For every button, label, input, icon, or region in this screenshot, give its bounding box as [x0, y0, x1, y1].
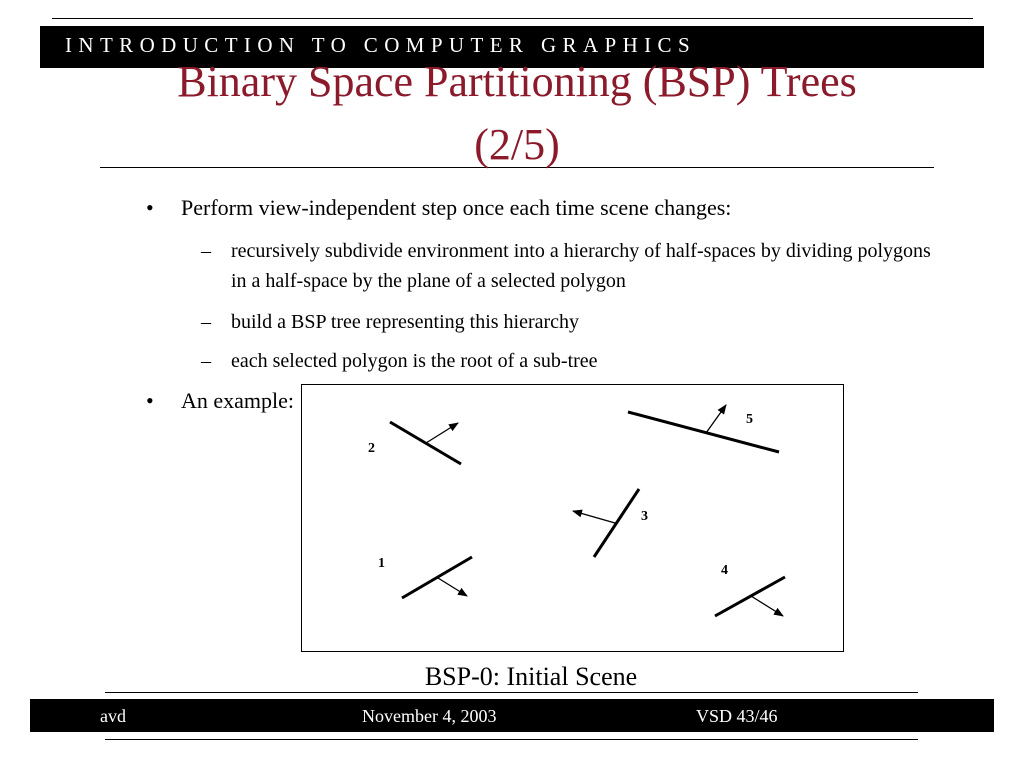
sub-bullet-text: build a BSP tree representing this hierarchy — [231, 311, 580, 333]
footer-author: avd — [100, 706, 126, 726]
polygon-1-label: 1 — [378, 556, 385, 571]
polygon-2 — [368, 422, 461, 464]
slide-title-line-2: (2/5) — [474, 120, 560, 169]
bullet-marker: • — [146, 195, 154, 220]
bullet-text: An example: — [181, 388, 295, 413]
polygon-4-label: 4 — [721, 563, 728, 578]
polygon-5-normal-arrow — [706, 405, 726, 433]
sub-bullet-item — [201, 346, 598, 376]
bullet-text: Perform view-independent step once each time scene changes: — [181, 195, 732, 220]
footer-band — [30, 699, 994, 732]
polygon-3-label: 3 — [641, 509, 648, 524]
sub-bullet-item — [201, 307, 580, 337]
polygon-5 — [628, 405, 779, 452]
footer-rule-bottom — [105, 739, 918, 740]
sub-bullet-text: each selected polygon is the root of a sub-tree — [231, 350, 598, 372]
dash-marker: – — [201, 240, 211, 262]
polygon-5-label: 5 — [746, 412, 753, 427]
polygon-1 — [378, 556, 472, 598]
bsp-scene-figure — [301, 384, 844, 652]
polygon-3 — [573, 489, 648, 557]
bullet-item — [146, 388, 295, 414]
polygon-4 — [715, 563, 785, 616]
top-rule — [52, 18, 973, 19]
sub-bullet-item — [201, 236, 951, 296]
polygon-3-normal-arrow — [573, 511, 615, 523]
polygon-1-normal-arrow — [438, 578, 467, 596]
slide-title — [100, 50, 934, 176]
figure-caption: BSP-0: Initial Scene — [424, 662, 638, 691]
polygon-2-normal-arrow — [426, 423, 458, 443]
bullet-item — [146, 195, 732, 221]
sub-bullet-text: recursively subdivide environment into a hierarchy of half-spaces by dividing polygons in a half-space by the plane of a selected polygon — [231, 240, 931, 292]
polygon-4-normal-arrow — [751, 596, 783, 616]
polygon-2-label: 2 — [368, 441, 375, 456]
footer-date: November 4, 2003 — [362, 706, 497, 726]
course-header: INTRODUCTION TO COMPUTER GRAPHICS — [65, 33, 697, 57]
dash-marker: – — [201, 311, 211, 333]
footer-rule-top — [105, 692, 918, 693]
bullet-marker: • — [146, 388, 154, 413]
bsp-scene-diagram — [302, 385, 843, 651]
polygon-3-edge — [594, 489, 639, 557]
slide-title-line-1: Binary Space Partitioning (BSP) Trees — [177, 57, 857, 106]
polygon-5-edge — [628, 412, 779, 452]
footer-page-number: VSD 43/46 — [696, 706, 778, 726]
dash-marker: – — [201, 350, 211, 372]
